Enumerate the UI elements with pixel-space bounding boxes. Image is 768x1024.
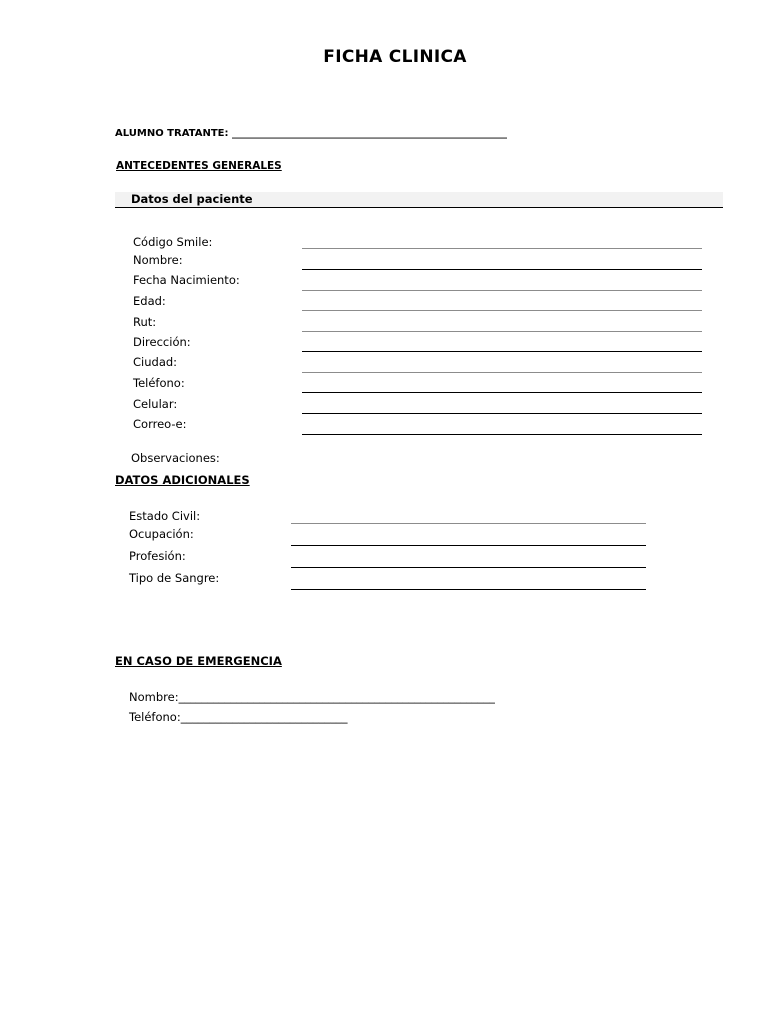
fill-line[interactable]: [291, 567, 646, 568]
label-observaciones: Observaciones:: [131, 451, 220, 465]
emergencia-heading: EN CASO DE EMERGENCIA: [115, 654, 282, 668]
page-title: FICHA CLINICA: [323, 47, 467, 67]
fill-line[interactable]: [302, 248, 702, 249]
antecedentes-generales-heading: ANTECEDENTES GENERALES: [116, 160, 282, 172]
fill-line[interactable]: [302, 413, 702, 414]
emergencia-nombre-field: Nombre:_______________________________________________________: [129, 690, 495, 704]
fill-line[interactable]: [291, 523, 646, 524]
fill-line[interactable]: [302, 434, 702, 435]
label-ciudad: Ciudad:: [133, 355, 178, 369]
datos-adicionales-heading: DATOS ADICIONALES: [115, 473, 250, 487]
label-estado-civil: Estado Civil:: [129, 509, 201, 523]
fill-line[interactable]: [302, 331, 702, 332]
label-fecha-nacimiento: Fecha Nacimiento:: [133, 273, 240, 287]
label-celular: Celular:: [133, 397, 178, 411]
label-direccion: Dirección:: [133, 335, 191, 349]
label-ocupacion: Ocupación:: [129, 527, 194, 541]
fill-line[interactable]: [302, 351, 702, 352]
emergencia-telefono-field: Teléfono:_____________________________: [129, 710, 348, 724]
label-codigo-smile: Código Smile:: [133, 235, 213, 249]
label-correo: Correo-e:: [133, 417, 187, 431]
alumno-tratante-field: ALUMNO TRATANTE: _______________________________________________________: [115, 128, 507, 139]
fill-line[interactable]: [302, 290, 702, 291]
fill-line[interactable]: [302, 269, 702, 270]
fill-line[interactable]: [302, 372, 702, 373]
label-telefono: Teléfono:: [133, 376, 185, 390]
label-profesion: Profesión:: [129, 549, 186, 563]
datos-paciente-heading: Datos del paciente: [131, 192, 253, 206]
label-rut: Rut:: [133, 315, 157, 329]
fill-line[interactable]: [291, 545, 646, 546]
label-edad: Edad:: [133, 294, 166, 308]
label-tipo-sangre: Tipo de Sangre:: [129, 571, 220, 585]
fill-line[interactable]: [291, 589, 646, 590]
label-nombre: Nombre:: [133, 253, 183, 267]
fill-line[interactable]: [302, 310, 702, 311]
fill-line[interactable]: [302, 392, 702, 393]
